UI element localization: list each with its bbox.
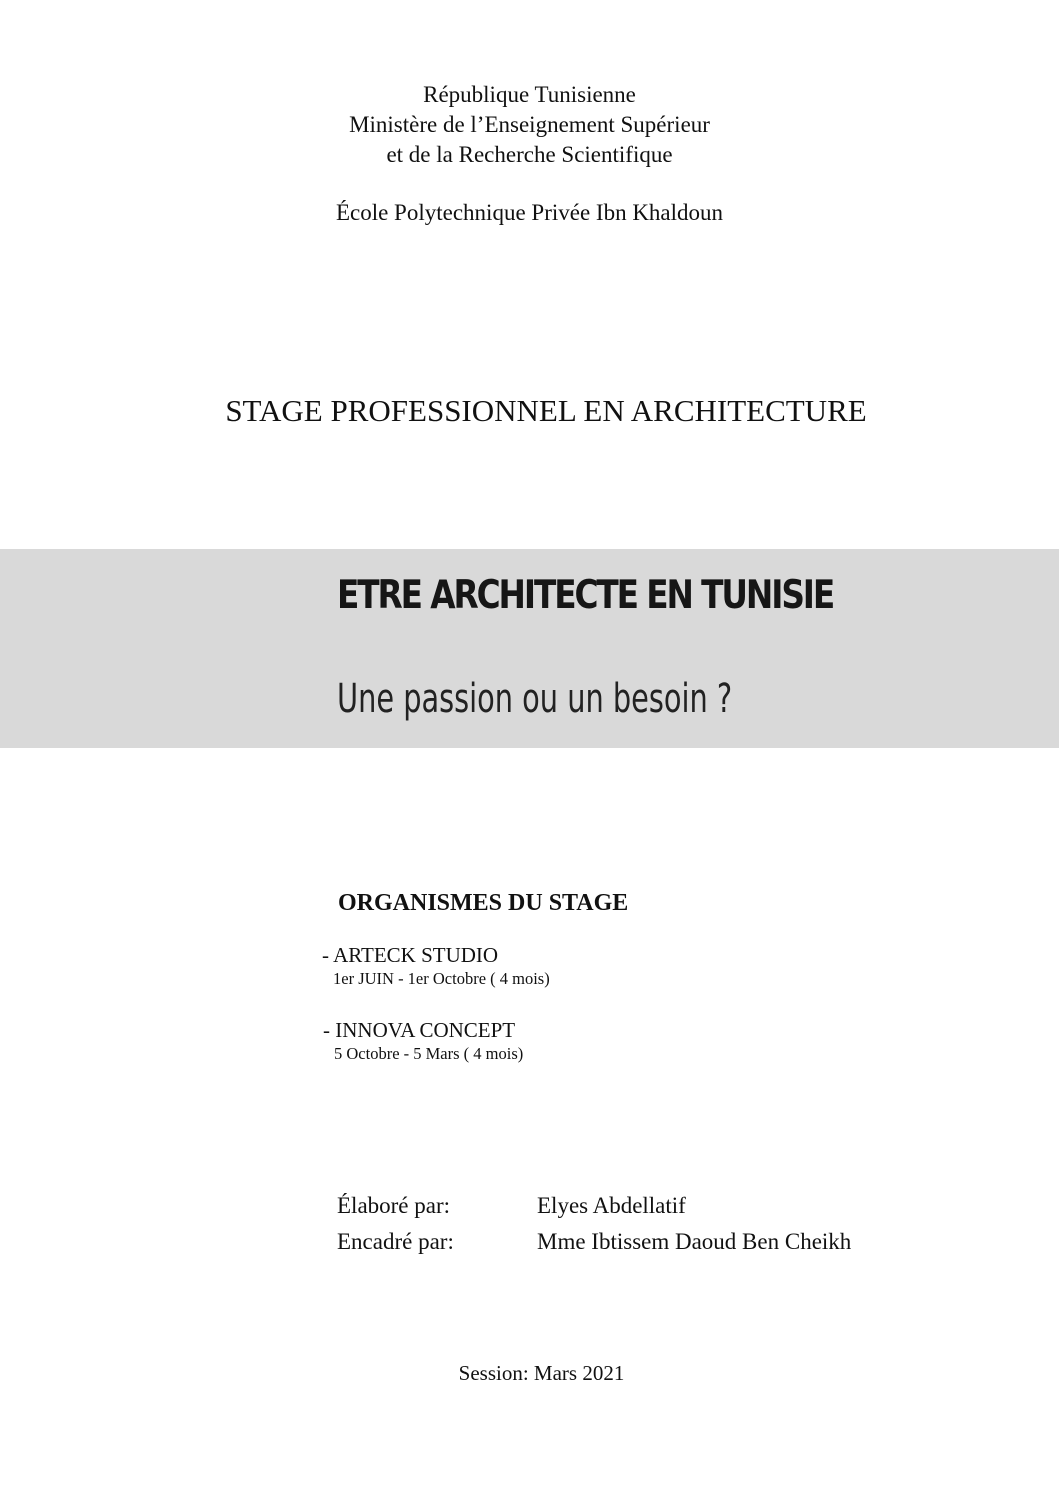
- stage-title: STAGE PROFESSIONNEL EN ARCHITECTURE: [225, 393, 867, 428]
- institution-header: [0, 80, 1059, 170]
- author-name: Elyes Abdellatif: [537, 1193, 686, 1218]
- organismes-heading: ORGANISMES DU STAGE: [338, 890, 629, 916]
- session-date: Session: Mars 2021: [458, 1361, 625, 1385]
- school-name: École Polytechnique Privée Ibn Khaldoun: [335, 200, 724, 225]
- encadre-label: Encadré par:: [337, 1229, 454, 1254]
- document-title: ETRE ARCHITECTE EN TUNISIE: [337, 573, 834, 618]
- supervisor-name: Mme Ibtissem Daoud Ben Cheikh: [537, 1229, 852, 1254]
- credits-block: [337, 1188, 851, 1260]
- document-subtitle: Une passion ou un besoin ?: [337, 676, 733, 722]
- organisme-name: - ARTECK STUDIO: [322, 943, 499, 967]
- organisme-period: 5 Octobre - 5 Mars ( 4 mois): [334, 1044, 524, 1063]
- organisme-item: [322, 942, 550, 990]
- credit-row-elabore: [337, 1188, 851, 1224]
- credit-row-encadre: [337, 1224, 851, 1260]
- organisme-name: - INNOVA CONCEPT: [323, 1018, 516, 1042]
- ministry-line-2: et de la Recherche Scientifique: [386, 142, 673, 167]
- elabore-label: Élaboré par:: [337, 1193, 451, 1218]
- ministry-line: Ministère de l’Enseignement Supérieur: [349, 112, 710, 137]
- organisme-period: 1er JUIN - 1er Octobre ( 4 mois): [333, 969, 550, 988]
- organisme-item: [323, 1017, 523, 1065]
- republic-line: République Tunisienne: [423, 82, 636, 107]
